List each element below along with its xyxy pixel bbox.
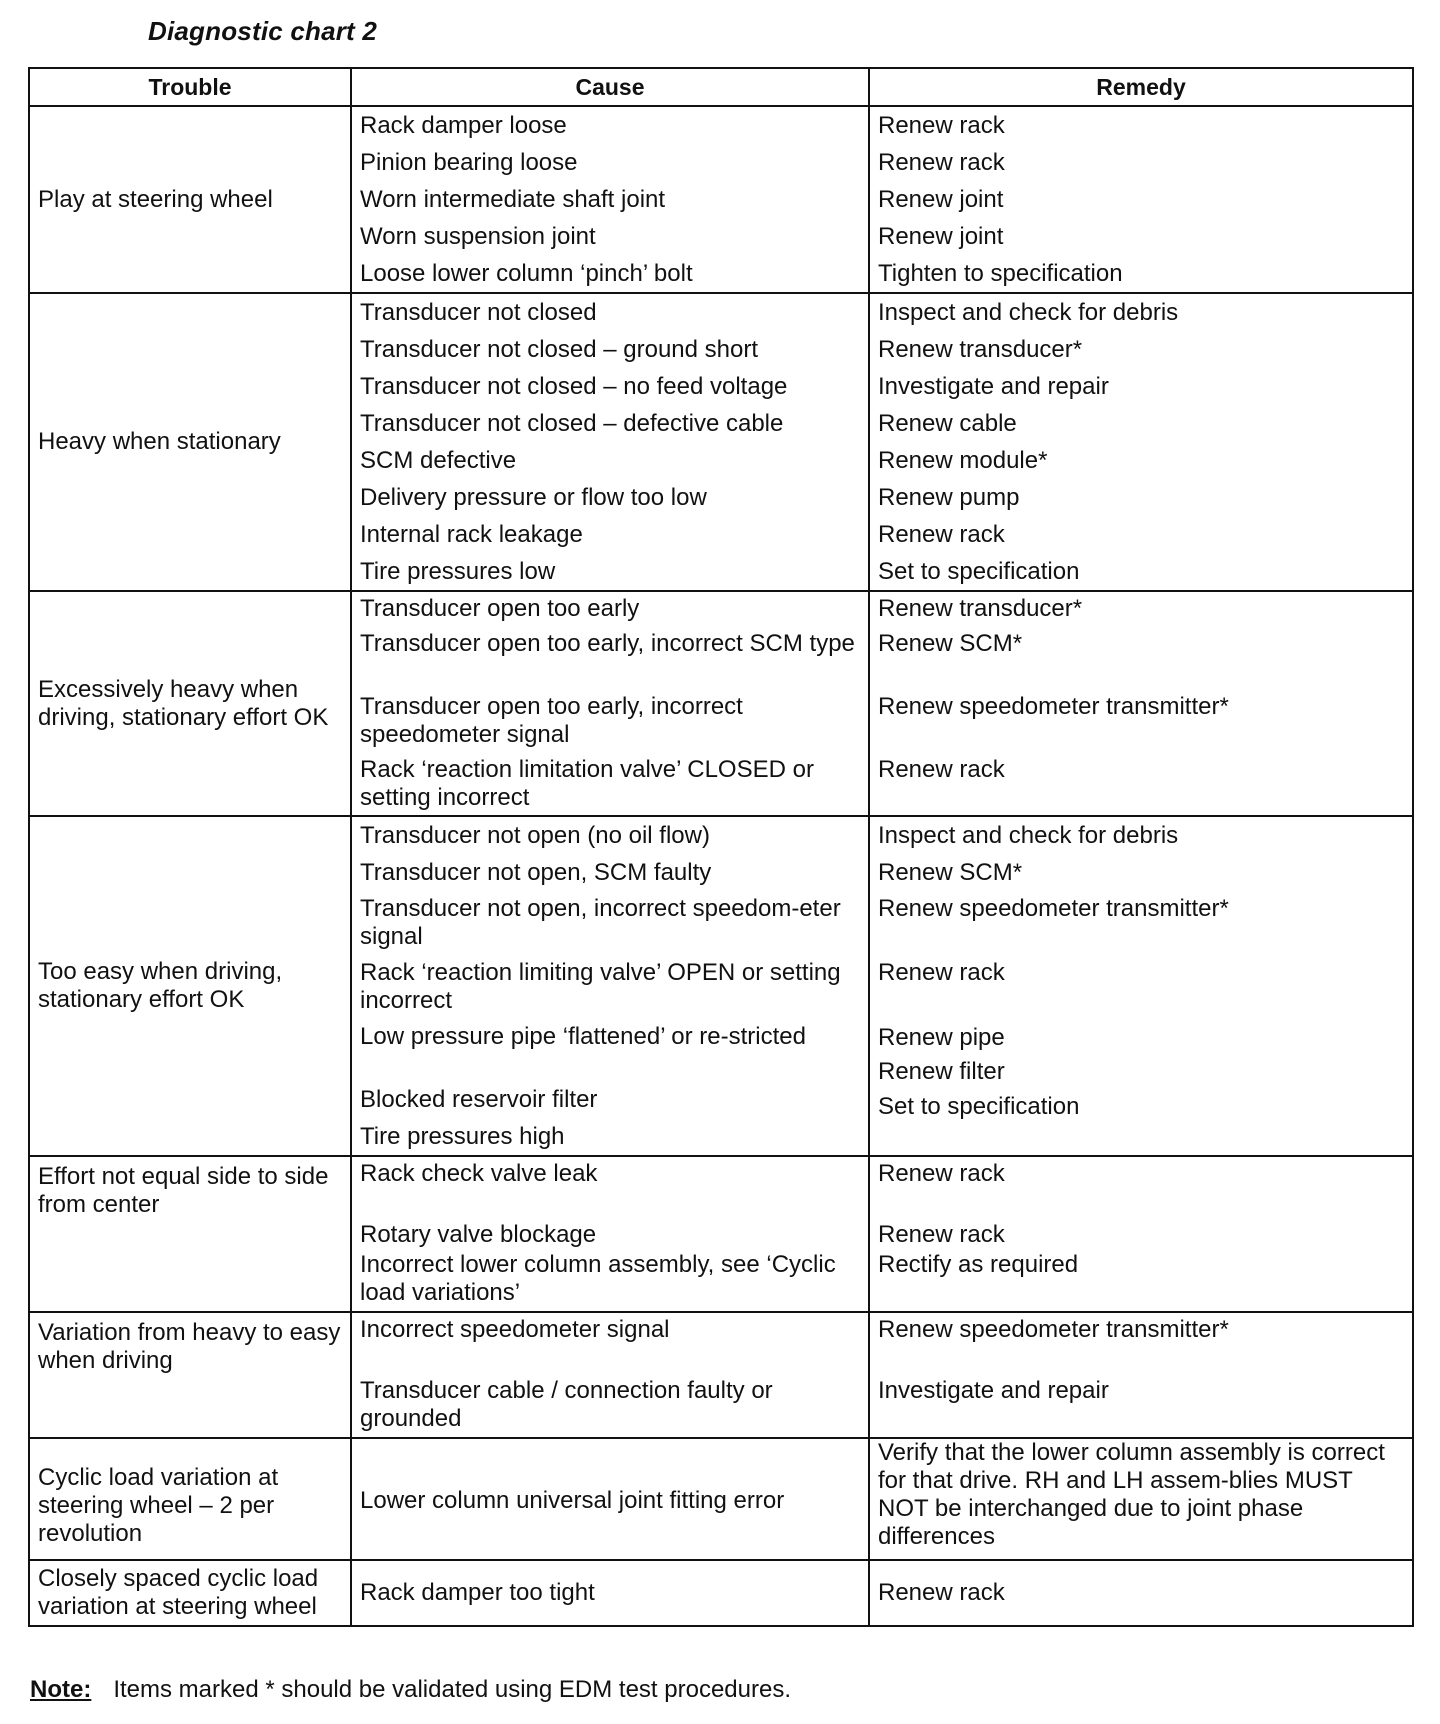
cause-item: Transducer not open, SCM faulty xyxy=(360,859,712,886)
remedy-item: Renew speedometer transmitter* xyxy=(878,1316,1229,1343)
cause-item: Tire pressures high xyxy=(360,1123,565,1150)
remedy-item: Set to specification xyxy=(878,558,1080,585)
cause-cell xyxy=(351,591,869,816)
remedy-item: Renew filter xyxy=(878,1058,1005,1085)
table-row xyxy=(29,1156,1413,1312)
cause-item: Rack check valve leak xyxy=(360,1160,598,1187)
trouble-cell: Variation from heavy to easy when driving xyxy=(29,1312,351,1438)
trouble-cell: Heavy when stationary xyxy=(29,293,351,591)
cause-cell xyxy=(351,1156,869,1312)
remedy-item: Renew rack xyxy=(878,112,1005,139)
remedy-item: Renew joint xyxy=(878,223,1004,250)
remedy-item: Renew cable xyxy=(878,410,1017,437)
remedy-cell xyxy=(869,1156,1413,1312)
remedy-item: Set to specification xyxy=(878,1093,1080,1120)
cause-cell xyxy=(351,816,869,1156)
remedy-item: Renew rack xyxy=(878,756,1005,783)
cause-cell xyxy=(351,1560,869,1626)
cause-cell xyxy=(351,106,869,293)
cause-item: Low pressure pipe ‘flattened’ or re-stricted xyxy=(360,1023,806,1050)
header-row xyxy=(29,68,1413,106)
cause-item: Worn suspension joint xyxy=(360,223,596,250)
remedy-item: Renew rack xyxy=(878,1160,1005,1187)
cause-item: Internal rack leakage xyxy=(360,521,583,548)
cause-item: Worn intermediate shaft joint xyxy=(360,186,666,213)
remedy-item: Investigate and repair xyxy=(878,373,1109,400)
remedy-item: Renew rack xyxy=(878,1579,1005,1606)
note-label: Note: xyxy=(30,1676,92,1703)
cause-item: Blocked reservoir filter xyxy=(360,1086,598,1113)
cause-item: Transducer not open, incorrect speedom-eter signal xyxy=(360,895,841,950)
trouble-cell: Too easy when driving, stationary effort OK xyxy=(29,816,351,1156)
remedy-cell xyxy=(869,1438,1413,1560)
cause-item: Rotary valve blockage xyxy=(360,1221,597,1248)
remedy-item: Renew rack xyxy=(878,1221,1005,1248)
cause-item: Transducer not closed – ground short xyxy=(360,336,759,363)
cause-item: Transducer not closed xyxy=(360,299,597,326)
remedy-item: Renew rack xyxy=(878,959,1005,986)
remedy-item: Renew pipe xyxy=(878,1024,1005,1051)
cause-item: Transducer open too early, incorrect SCM type xyxy=(360,630,855,657)
trouble-cell: Excessively heavy when driving, stationary effort OK xyxy=(29,591,351,816)
remedy-item: Rectify as required xyxy=(878,1251,1079,1278)
trouble-cell: Cyclic load variation at steering wheel – 2 per revolution xyxy=(29,1438,351,1560)
remedy-item: Verify that the lower column assembly is correct for that drive. RH and LH assem-blies MUST NOT be interchanged due to joint phase differences xyxy=(878,1439,1385,1550)
cause-item: Transducer not closed – defective cable xyxy=(360,410,784,437)
cause-cell xyxy=(351,293,869,591)
remedy-cell xyxy=(869,591,1413,816)
cause-item: Incorrect lower column assembly, see ‘Cyclic load variations’ xyxy=(360,1251,836,1306)
cause-cell xyxy=(351,1438,869,1560)
remedy-item: Renew pump xyxy=(878,484,1020,511)
header-cause: Cause xyxy=(351,68,869,106)
cause-item: Transducer not open (no oil flow) xyxy=(360,822,710,849)
remedy-cell xyxy=(869,293,1413,591)
table-row xyxy=(29,591,1413,816)
table-row xyxy=(29,293,1413,591)
remedy-cell xyxy=(869,1560,1413,1626)
footnote xyxy=(30,1676,791,1704)
cause-item: Transducer open too early xyxy=(360,595,640,622)
remedy-item: Renew rack xyxy=(878,149,1005,176)
table-row xyxy=(29,1560,1413,1626)
remedy-item: Renew SCM* xyxy=(878,630,1023,657)
table-row xyxy=(29,106,1413,293)
remedy-item: Renew SCM* xyxy=(878,859,1023,886)
remedy-item: Renew rack xyxy=(878,521,1005,548)
cause-item: Tire pressures low xyxy=(360,558,556,585)
cause-item: Delivery pressure or flow too low xyxy=(360,484,707,511)
cause-item: Rack damper too tight xyxy=(360,1579,595,1606)
cause-item: Transducer open too early, incorrect speedometer signal xyxy=(360,693,743,748)
remedy-item: Inspect and check for debris xyxy=(878,822,1179,849)
remedy-item: Renew transducer* xyxy=(878,336,1083,363)
header-trouble: Trouble xyxy=(29,68,351,106)
remedy-cell xyxy=(869,1312,1413,1438)
remedy-item: Inspect and check for debris xyxy=(878,299,1179,326)
diagnostic-table xyxy=(28,67,1414,1627)
chart-title: Diagnostic chart 2 xyxy=(148,16,377,46)
remedy-item: Investigate and repair xyxy=(878,1377,1109,1404)
remedy-cell xyxy=(869,816,1413,1156)
cause-item: Loose lower column ‘pinch’ bolt xyxy=(360,260,693,287)
trouble-cell: Effort not equal side to side from center xyxy=(29,1156,351,1312)
cause-item: Pinion bearing loose xyxy=(360,149,578,176)
table-row xyxy=(29,1438,1413,1560)
remedy-item: Renew transducer* xyxy=(878,595,1083,622)
cause-cell xyxy=(351,1312,869,1438)
cause-item: Rack ‘reaction limiting valve’ OPEN or setting incorrect xyxy=(360,959,841,1014)
remedy-cell xyxy=(869,106,1413,293)
table-row xyxy=(29,816,1413,1156)
remedy-item: Renew joint xyxy=(878,186,1004,213)
header-remedy: Remedy xyxy=(869,68,1413,106)
remedy-item: Tighten to specification xyxy=(878,260,1123,287)
remedy-item: Renew speedometer transmitter* xyxy=(878,895,1229,922)
remedy-item: Renew speedometer transmitter* xyxy=(878,693,1229,720)
cause-item: Transducer not closed – no feed voltage xyxy=(360,373,788,400)
trouble-cell: Closely spaced cyclic load variation at steering wheel xyxy=(29,1560,351,1626)
trouble-cell: Play at steering wheel xyxy=(29,106,351,293)
cause-item: Lower column universal joint fitting error xyxy=(360,1487,785,1514)
cause-item: Rack damper loose xyxy=(360,112,567,139)
cause-item: SCM defective xyxy=(360,447,517,474)
cause-item: Rack ‘reaction limitation valve’ CLOSED or setting incorrect xyxy=(360,756,814,811)
cause-item: Incorrect speedometer signal xyxy=(360,1316,670,1343)
cause-item: Transducer cable / connection faulty or grounded xyxy=(360,1377,773,1432)
remedy-item: Renew module* xyxy=(878,447,1048,474)
table-row xyxy=(29,1312,1413,1438)
note-text: Items marked * should be validated using EDM test procedures. xyxy=(113,1676,791,1703)
